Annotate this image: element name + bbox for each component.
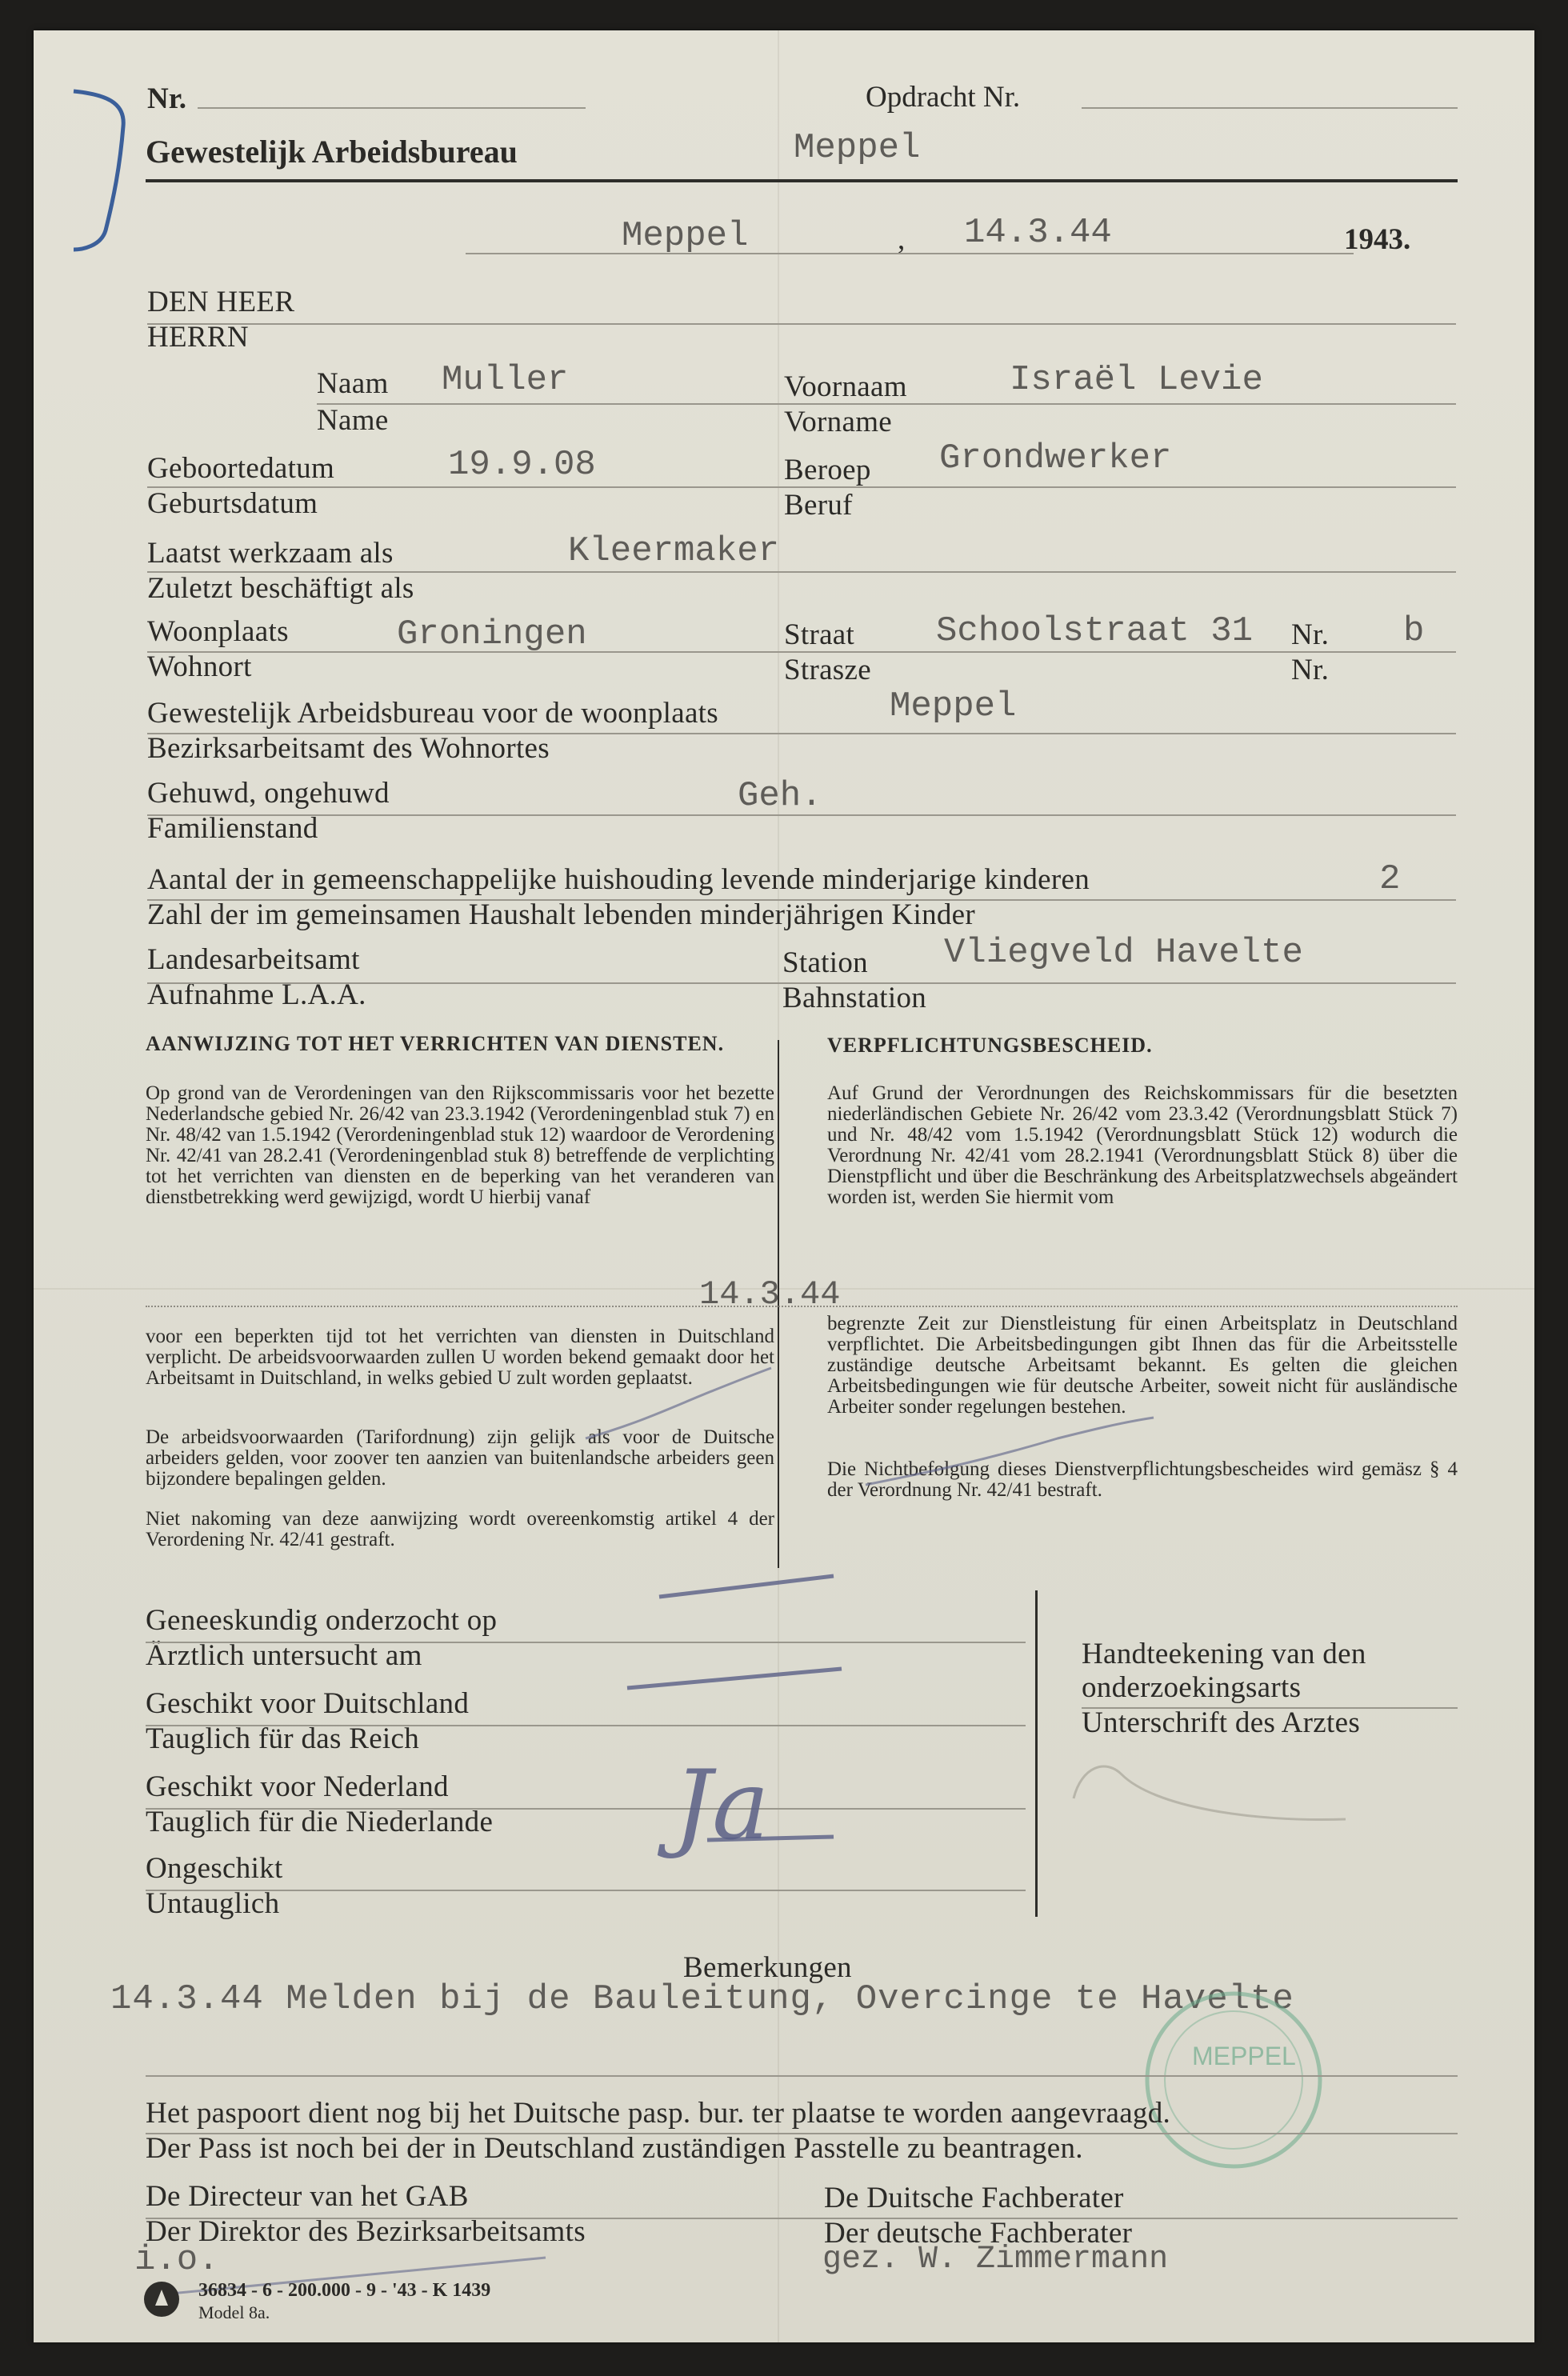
naam-label-nl: Naam — [317, 367, 389, 400]
directeur-label-de: Der Direktor des Bezirksarbeitsamts — [146, 2215, 586, 2248]
ongeschikt-label-de: Untauglich — [146, 1887, 280, 1920]
laa-label-de: Aufnahme L.A.A. — [147, 978, 366, 1011]
voornaam-label-de: Vorname — [784, 406, 892, 438]
unterschrift-label: Unterschrift des Arztes — [1082, 1706, 1361, 1739]
geboortedatum-value: 19.9.08 — [448, 445, 596, 485]
station-label-nl: Station — [782, 946, 868, 979]
passport-de: Der Pass ist noch bei der in Deutschland zuständigen Passtelle zu beantragen. — [146, 2132, 1083, 2165]
notice-de-part3: Die Nichtbefolgung dieses Dienstverpflichtungsbescheides wird gemäsz § 4 der Verordnung Nr. 42/41 bestraft. — [827, 1458, 1458, 1501]
duitschland-label-de: Tauglich für das Reich — [146, 1722, 420, 1755]
woonplaats-label-de: Wohnort — [147, 650, 252, 683]
station-value: Vliegveld Havelte — [944, 933, 1303, 973]
beroep-value: Grondwerker — [939, 438, 1172, 478]
woonplaats-label-nl: Woonplaats — [147, 615, 289, 648]
recipient-line1: DEN HEER — [147, 286, 295, 318]
fachberater-label-de: Der deutsche Fachberater — [824, 2217, 1133, 2250]
passport-rule — [146, 2133, 1458, 2134]
kinderen-label-de: Zahl der im gemeinsamen Haushalt lebenden minderjährigen Kinder — [147, 898, 976, 931]
notice-nl-heading: AANWIJZING TOT HET VERRICHTEN VAN DIENSTEN. — [146, 1032, 725, 1055]
handteekening-line1: Handteekening van den — [1082, 1638, 1366, 1670]
kinderen-label-nl: Aantal der in gemeenschappelijke huishouding levende minderjarige kinderen — [147, 863, 1090, 896]
gab-label-nl: Gewestelijk Arbeidsbureau voor de woonplaats — [147, 697, 718, 730]
bureau-label: Gewestelijk Arbeidsbureau — [146, 134, 518, 170]
laatst-value: Kleermaker — [568, 531, 780, 571]
passport-nl: Het paspoort dient nog bij het Duitsche pasp. bur. ter plaatse te worden aangevraagd. — [146, 2097, 1171, 2130]
straat-label-de: Strasze — [784, 654, 871, 686]
geboortedatum-label-nl: Geboortedatum — [147, 452, 335, 485]
onderzocht-label-de: Ärztlich untersucht am — [146, 1639, 422, 1672]
straat-value: Schoolstraat 31 — [936, 611, 1254, 651]
meppel-stamp — [1138, 1984, 1330, 2176]
gab-value: Meppel — [890, 686, 1017, 726]
recipient-line2: HERRN — [147, 321, 249, 354]
printer-logo-icon — [141, 2278, 182, 2320]
kinderen-value: 2 — [1379, 859, 1401, 899]
nr-label-nl: Nr. — [1291, 618, 1330, 651]
nederland-label-de: Tauglich für die Niederlande — [146, 1806, 494, 1838]
laatst-label-nl: Laatst werkzaam als — [147, 537, 394, 570]
date-value: 14.3.44 — [964, 213, 1112, 253]
directeur-label-nl: De Directeur van het GAB — [146, 2180, 469, 2213]
year-printed: 1943. — [1344, 223, 1411, 256]
place-value: Meppel — [622, 216, 749, 256]
comma: , — [898, 223, 906, 256]
model-label: Model 8a. — [198, 2302, 270, 2322]
nr-label-de: Nr. — [1291, 654, 1330, 686]
voornaam-value: Israël Levie — [1010, 360, 1263, 400]
nederland-label-nl: Geschikt voor Nederland — [146, 1770, 449, 1803]
gab-label-de: Bezirksarbeitsamt des Wohnortes — [147, 732, 550, 765]
ongeschikt-label-nl: Ongeschikt — [146, 1852, 283, 1885]
laa-label-nl: Landesarbeitsamt — [147, 943, 360, 976]
station-label-de: Bahnstation — [782, 982, 927, 1014]
gehuwd-value: Geh. — [738, 776, 822, 816]
naam-label-de: Name — [317, 404, 389, 437]
nederland-handwritten-value: Ja — [674, 1750, 770, 1862]
handteekening-line2: onderzoekingsarts — [1082, 1671, 1302, 1704]
gehuwd-label-nl: Gehuwd, ongehuwd — [147, 777, 390, 810]
signatures-rule — [146, 2218, 1458, 2219]
directeur-value: i.o. — [134, 2240, 219, 2280]
geboortedatum-label-de: Geburtsdatum — [147, 487, 318, 520]
fachberater-value: gez. W. Zimmermann — [822, 2242, 1169, 2278]
duitschland-label-nl: Geschikt voor Duitschland — [146, 1687, 470, 1720]
notice-de-part1: Auf Grund der Verordnungen des Reichskommissars für die besetzten niederländischen Gebiete Nr. 26/42 vom 23.3.42 (Verordnungsblatt Stück 7) und Nr. 48/42 vom 1.5.1942 (Verordnungsblatt Stück 12) wodurch die Verordnung Nr. 42/41 vom 28.2.1941 (Verordnungsblatt Stück 8) über die Dienstpflicht und über die Beschränkung des Arbeitsplatzwechsels abgeändert worden ist, werden Sie hiermit vom — [827, 1082, 1458, 1208]
document-page — [34, 30, 1534, 2342]
nr-label: Nr. — [147, 82, 186, 115]
naam-value: Muller — [442, 360, 569, 400]
notice-date-value: 14.3.44 — [699, 1275, 841, 1314]
laatst-label-de: Zuletzt beschäftigt als — [147, 572, 414, 605]
notice-nl-part4: Niet nakoming van deze aanwijzing wordt overeenkomstig artikel 4 der Verordening Nr. 42/41 gestraft. — [146, 1508, 774, 1550]
opdracht-label: Opdracht Nr. — [866, 81, 1021, 114]
notice-de-part2: begrenzte Zeit zur Dienstleistung für einen Arbeitsplatz in Deutschland verpflichtet. Die Arbeitsbedingungen gibt Ihnen das für die Arbeitsstelle zuständige deutsche Arbeitsamt bekannt. Es gelten die gleichen Arbeitsbedingungen wie für deutsche Arbeiter, soweit nicht für ausländische Arbeiter sonder regelungen bestehen. — [827, 1313, 1458, 1418]
stamp-text: MEPPEL — [1192, 2042, 1296, 2070]
gehuwd-label-de: Familienstand — [147, 812, 318, 845]
notice-nl-part1: Op grond van de Verordeningen van den Rijkscommissaris voor het bezette Nederlandsche gebied Nr. 26/42 van 23.3.1942 (Verordeningenblad stuk 7) en Nr. 48/42 van 1.5.1942 (Verordeningenblad stuk 12) waardoor de Verordening Nr. 42/41 van 28.2.41 (Verordeningenblad stuk 8) betreffende de verplichting tot het verrichten van diensten en de beperking van het veranderen van dienstbetrekking werd gewijzigd, wordt U hierbij vanaf — [146, 1082, 774, 1208]
nr-value: b — [1403, 611, 1425, 651]
passport-top-rule — [146, 2075, 1458, 2077]
voornaam-label-nl: Voornaam — [784, 370, 907, 403]
fachberater-label-nl: De Duitsche Fachberater — [824, 2182, 1124, 2214]
bureau-value: Meppel — [794, 128, 921, 168]
notice-nl-part3: De arbeidsvoorwaarden (Tarifordnung) zijn gelijk als voor de Duitsche arbeiders gelden, voor zoover ten aanzien van buitenlandsche arbeiders geen bijzondere bepalingen gelden. — [146, 1426, 774, 1490]
straat-label-nl: Straat — [784, 618, 855, 651]
woonplaats-value: Groningen — [397, 614, 587, 654]
notice-nl-part2: voor een beperkten tijd tot het verrichten van diensten in Duitschland verplicht. De arbeidsvoorwaarden zullen U worden bekend gemaakt door het Arbeitsamt in Duitschland, in welks gebied U zult worden geplaatst. — [146, 1326, 774, 1389]
notice-de-heading: VERPFLICHTUNGSBESCHEID. — [827, 1034, 1153, 1057]
onderzocht-label-nl: Geneeskundig onderzocht op — [146, 1604, 498, 1637]
print-code: 36834 - 6 - 200.000 - 9 - '43 - K 1439 — [198, 2280, 491, 2301]
remarks-label: Bemerkungen — [683, 1951, 852, 1984]
beroep-label-nl: Beroep — [784, 454, 871, 486]
remarks-text: 14.3.44 Melden bij de Bauleitung, Overcinge te Havelte — [110, 1979, 1294, 2019]
beroep-label-de: Beruf — [784, 489, 853, 522]
